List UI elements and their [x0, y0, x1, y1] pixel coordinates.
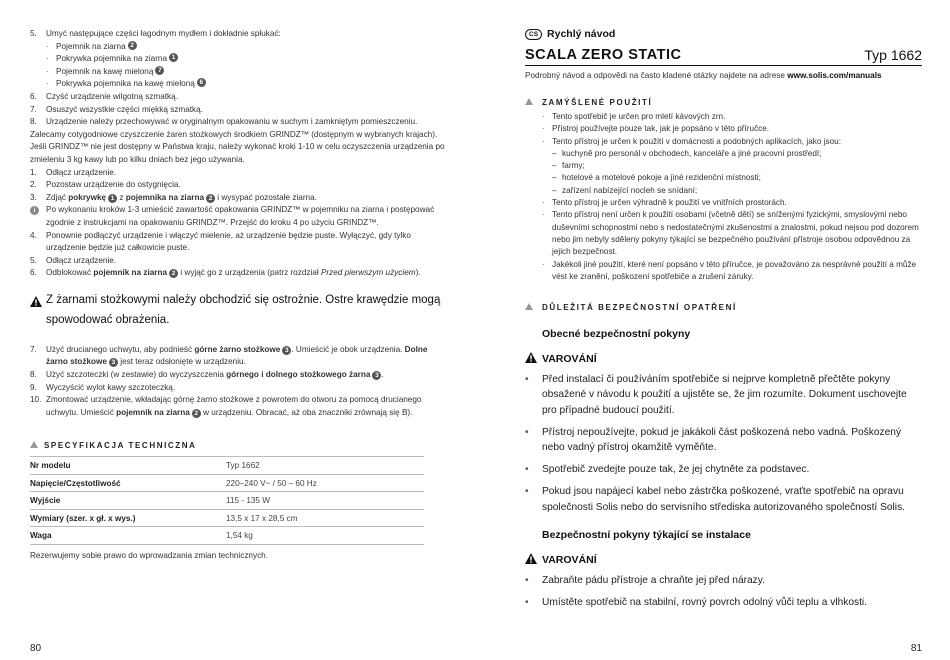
list-item: 8. Urządzenie należy przechowywać w oryginalnym opakowaniu w suchym i zamkniętym pomieszczeniu.	[30, 117, 418, 127]
triangle-icon	[30, 441, 44, 450]
general-safety-heading: Obecné bezpečnostní pokyny	[542, 328, 691, 341]
cleaning-steps	[30, 28, 447, 129]
info-icon: i	[30, 206, 39, 215]
warning-label: VAROVÁNÍ	[525, 553, 922, 567]
list-item: 10. Zmontować urządzenie, wkładając górnę żarno stożkowe z powrotem do otworu za pomocą drucianego uchwytu. Umieścić pojemnik na ziarna 2 w urządzeniu. Obracać, aż oba znaczniki zrównają się B).	[30, 395, 422, 417]
warning-icon	[525, 352, 542, 366]
intended-use-heading: ZAMÝŠLENÉ POUŽITÍ	[525, 98, 922, 107]
triangle-icon	[525, 303, 542, 312]
list-item: · Pojemnik na ziarna 2	[30, 41, 447, 54]
list-item: – hotelové a motelové pokoje a jiné rezidenční místnosti;	[552, 173, 761, 183]
right-page	[475, 0, 950, 660]
list-item: · Pokrywka pojemnika na kawę mieloną 6	[30, 78, 447, 91]
triangle-icon	[525, 98, 542, 107]
list-item: – farmy;	[552, 161, 585, 171]
product-type: Typ 1662	[864, 47, 922, 63]
part-number-badge: 2	[169, 269, 178, 278]
intro-text: Podrobný návod a odpovědi na často kladené otázky najdete na adrese www.solis.com/manuals	[525, 71, 882, 80]
part-number-badge: 3	[282, 346, 291, 355]
list-item: • Před instalací či používáním spotřebiče si nejprve kompletně přečtěte pokyny obsažené v návodu k použití a ujistěte se, že jim rozumíte. Dokument uschovejte pro případné budoucí použití.	[525, 374, 907, 416]
part-number-badge: 6	[197, 78, 206, 87]
part-number-badge: 2	[206, 194, 215, 203]
list-item: 7. Użyć drucianego uchwytu, aby podnieść górne żarno stożkowe 3 . Umieścić je obok urządzenia. Dolne żarno stożkowe 3 jest teraz odsłonięte w urządzeniu.	[30, 344, 428, 367]
warning-icon	[30, 290, 46, 330]
list-item: 5. Odłącz urządzenie.	[30, 255, 117, 265]
part-number-badge: 1	[169, 53, 178, 62]
list-item: · Tento spotřebič je určen pro mletí kávových zrn.	[542, 112, 726, 121]
reassembly-steps	[30, 344, 447, 420]
list-item: • Umístěte spotřebič na stabilní, rovný povrch odolný vůči teplu a vlhkosti.	[525, 596, 868, 608]
list-item: 8. Użyć szczoteczki (w zestawie) do wyczyszczenia górnego i dolnego stożkowego żarna 3 .	[30, 370, 384, 380]
list-item: • Zabraňte pádu přístroje a chraňte jej před nárazy.	[525, 574, 765, 586]
info-note: i Po wykonaniu kroków 1-3 umieścić zawartość opakowania GRINDZ™ w pojemniku na ziarna i postępować zgodnie z instrukcjami na opakowaniu GRINDZ™. Przejść do kroku 4 po użyciu GRINDZ™.	[30, 204, 447, 229]
title-bar	[525, 47, 922, 66]
list-item: · Přístroj používejte pouze tak, jak je popsáno v této příručce.	[542, 124, 770, 134]
list-item: 7. Osuszyć wszystkie części miękką szmatką.	[30, 104, 203, 114]
part-number-badge: 1	[108, 194, 117, 203]
list-item: 6. Czyść urządzenie wilgotną szmatką.	[30, 91, 178, 101]
manuals-link[interactable]: www.solis.com/manuals	[787, 71, 882, 80]
part-number-badge: 2	[128, 41, 137, 50]
general-safety-list	[525, 372, 922, 515]
table-row: Nr modelu Typ 1662	[30, 457, 424, 475]
safety-heading: DŮLEŽITÁ BEZPEČNOSTNÍ OPATŘENÍ	[525, 303, 922, 312]
list-item: · Pojemnik na kawę mieloną 7	[30, 66, 447, 79]
list-item: 3. Zdjąć pokrywkę 1 z pojemnika na ziarna 2 i wysypać pozostałe ziarna.	[30, 192, 317, 202]
list-item: – zařízení nabízející nocleh se snídaní;	[552, 185, 698, 195]
part-number-badge: 3	[372, 371, 381, 380]
warning-label: VAROVÁNÍ	[525, 352, 922, 366]
language-badge: CS	[525, 29, 542, 40]
list-item: · Tento přístroj je určen k použití v domácnosti a podobných aplikacích, jako jsou:	[542, 136, 841, 146]
list-item: · Jakékoli jiné použití, které není popsáno v této příručce, je považováno za nesprávné použití a může vést ke zranění, poškození spotřebiče a zrušení záruky.	[542, 259, 917, 281]
list-item: • Spotřebič zvedejte pouze tak, že jej chytněte za podstavec.	[525, 464, 810, 476]
burr-warning: Z żarnami stożkowymi należy obchodzić się ostrożnie. Ostre krawędzie mogą spowodować obrażenia.	[30, 290, 447, 330]
spec-table	[30, 456, 424, 545]
list-item: · Tento přístroj není určen k použití osobami (včetně dětí) se sníženými fyzickými, smyslovými nebo duševními schopnostmi nebo s nedostatečnými zkušenostmi a znalostmi, pokud nejsou pod dozorem nebo jim nebyly sděleny pokyny týkající se bezpečného používání přístroje osobou odpovědnou za jejich bezpečnost.	[542, 210, 919, 257]
part-number-badge: 3	[109, 358, 118, 367]
table-row: Wymiary (szer. x gł. x wys.) 13,5 x 17 x 28,5 cm	[30, 509, 424, 527]
list-item: • Přístroj nepoužívejte, pokud je jakákoli část poškozená nebo vadná. Poškozený nebo vadný přístroj okamžitě vyměňte.	[525, 426, 902, 453]
table-row: Wyjście 115 - 135 W	[30, 492, 424, 510]
grinder-cleaning-steps	[30, 167, 447, 280]
part-number-badge: 2	[192, 409, 201, 418]
installation-safety-heading: Bezpečnostní pokyny týkající se instalace	[542, 528, 751, 541]
quick-guide-header: CS Rychlý návod	[525, 28, 922, 40]
page-number: 80	[30, 643, 42, 654]
list-item: 4. Ponownie podłączyć urządzenie i włączyć mielenie, aż urządzenie będzie puste. Wyłączyć, gdy tylko urządzenie będzie już całkowicie puste.	[30, 230, 411, 253]
list-item: – kuchyně pro personál v obchodech, kanceláře a jiné pracovní prostředí;	[552, 148, 822, 158]
warning-icon	[525, 553, 542, 567]
list-item: • Pokud jsou napájecí kabel nebo zástrčka poškozené, vraťte spotřebič na opravu společnosti Solis nebo do servisního střediska autorizovaného společností Solis.	[525, 486, 905, 513]
grindz-paragraph: Zalecamy cotygodniowe czyszczenie żaren stożkowych środkiem GRINDZ™ (dostępnym w wybranych krajach). Jeśli GRINDZ™ nie jest dostępny w Państwa kraju, należy wykonać kroki 1-10 w celu oczyszczenia urządzenia po zmieleniu 3 kg kawy lub po kilku dniach bez jego używania.	[30, 129, 445, 164]
part-number-badge: 7	[155, 66, 164, 75]
intended-use-list	[525, 111, 922, 283]
spec-note: Rezerwujemy sobie prawo do wprowadzania zmian technicznych.	[30, 550, 269, 560]
list-item: · Pokrywka pojemnika na ziarna 1	[30, 53, 447, 66]
list-item: 6. Odblokować pojemnik na ziarna 2 i wyjąć go z urządzenia (patrz rozdział Przed pierwszym użyciem).	[30, 268, 421, 278]
list-item: 9. Wyczyścić wylot kawy szczoteczką.	[30, 382, 176, 392]
product-name: SCALA ZERO STATIC	[525, 47, 682, 63]
table-row: Napięcie/Częstotliwość 220–240 V~ / 50 – 60 Hz	[30, 474, 424, 492]
page-number: 81	[910, 643, 922, 654]
list-item: 5. Umyć następujące części łagodnym mydłem i dokładnie spłukać:	[30, 29, 281, 38]
table-row: Waga 1,54 kg	[30, 527, 424, 545]
list-item: · Tento přístroj je určen výhradně k použití ve vnitřních prostorách.	[542, 198, 787, 208]
list-item: 2. Pozostaw urządzenie do ostygnięcia.	[30, 180, 181, 190]
list-item: 1. Odłącz urządzenie.	[30, 167, 117, 177]
spec-heading: SPECYFIKACJA TECHNICZNA	[30, 441, 447, 450]
installation-safety-list	[525, 573, 922, 610]
